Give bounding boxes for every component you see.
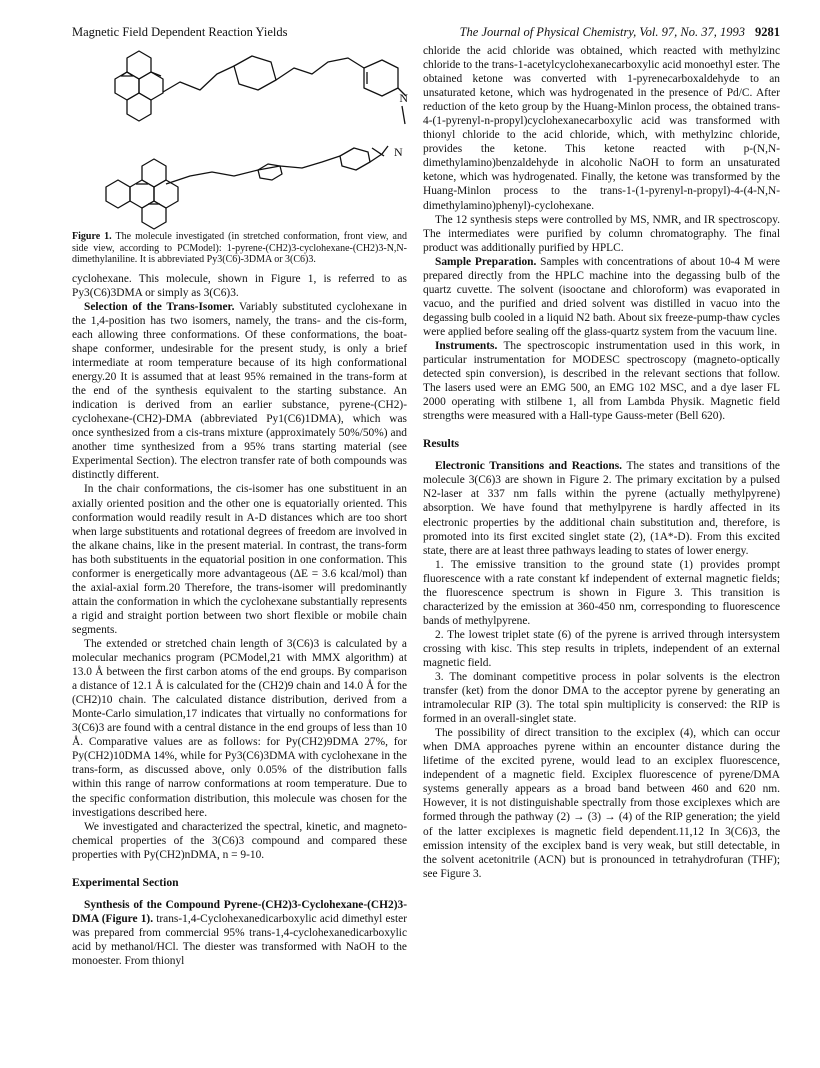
right-column bbox=[423, 44, 780, 881]
figure-1-caption bbox=[72, 231, 407, 266]
paragraph-text: Variably substituted cyclohexane in the 1,4-position has two isomers, namely, the trans- and the cis-form, each allowing three conformations. Of these conformations, the boat-shape conformer, undesirable for the present study, is only a brief intermediate at room temperature because of its high conformational energy.20 It is assumed that at least 95% remained in the trans-form at the end of the synthesis equivalent to the starting substance. An indication is derived from an earlier substance, pyrene-(CH2)-cyclohexane-(CH2)-DMA (abbreviated Py1(C6)1DMA), which was once synthesized from a cis-trans mixture (approximately 50%/50%) and another time synthesized from a 95% trans starting material (see Experimental Section). The electron transfer rate of both compounds was distinctly different. bbox=[72, 300, 407, 482]
running-header bbox=[72, 25, 780, 45]
paragraph: In the chair conformations, the cis-isomer has one substituent in an axially oriented position and the other one is equatorially oriented. This conformation would readily result in A-D distances which are too short when large substituents and rotational degrees of freedom are involved in the alkane chains, like in the present material. In contrast, the trans-form has both substituents in the equatorial position in one conformation. This conformer is energetically more advantageous (ΔE = 3.6 kcal/mol) than the axial-axial form.20 Therefore, the trans-isomer will predominantly attain the conformation in which the cyclohexane substantially represents a rigid and straight portion between two short flexible or mobile chain segments. bbox=[72, 483, 407, 636]
left-column bbox=[72, 44, 407, 968]
paragraph-text: The states and transitions of the molecule 3(C6)3 are shown in Figure 2. The primary excitation by a pulsed N2-laser at 337 nm falls within the pyrene (actually methylpyrene) absorption. We have found that methylpyrene is hardly affected in its electronic properties by the additional chain substitution and, therefore, is promoted into its first excited singlet state (2), (1A*-D). From this excited state, there are at least three pathways leading to states of lower energy. bbox=[423, 460, 780, 557]
pyrene-ring-bottom bbox=[106, 159, 178, 229]
run-in-heading: Instruments. bbox=[435, 339, 498, 352]
paragraph: 3. The dominant competitive process in polar solvents is the electron transfer (ket) from the donor DMA to the acceptor pyrene by generating an intramolecular RIP (3). The total spin multiplicity is conserved: the RIP is formed in an overall-singlet state. bbox=[423, 671, 780, 726]
paragraph: cyclohexane. This molecule, shown in Figure 1, is referred to as Py3(C6)3DMA or simply as 3(C6)3. bbox=[72, 272, 407, 299]
paragraph: chloride the acid chloride was obtained, which reacted with methylzinc chloride to the trans-1-acetylcyclohexanecarboxylic acid monoethyl ester. The obtained ketone was converted with 1-pyrenecarboxaldehyde to an unsaturated ketone, which was hydrogenated in the presence of Pd/C. After reduction of the keto group by the Huang-Minlon process, the obtained trans-4-(1-pyrenyl-n-propyl)cyclohexanecarboxylic acid was transformed with thionyl chloride to the acid chloride, which, with methylzinc chloride, provides the ketone. This ketone reacted with p-(N,N-dimethylamino)benzaldehyde in alcoholic NaOH to form an unsaturated ketone, which was hydrogenated. Finally, the ketone was transformed by the Huang-Minlon process to the trans-1-(1-pyrenyl-n-propyl)-4-(4-N,N-dimethylamino)phenyl)-cyclohexane. bbox=[423, 45, 780, 212]
nitrogen-label-top: N bbox=[399, 91, 408, 105]
run-in-heading: Sample Preparation. bbox=[435, 255, 537, 268]
paragraph: The 12 synthesis steps were controlled by MS, NMR, and IR spectroscopy. The intermediates were purified by column chromatography. The final product was additionally purified by HPLC. bbox=[423, 213, 780, 254]
paragraph bbox=[72, 898, 407, 968]
paragraph: 2. The lowest triplet state (6) of the pyrene is arrived through intersystem crossing with kisc. This step results in triplets, independent of an external magnetic field. bbox=[423, 628, 780, 669]
section-heading: Results bbox=[423, 437, 460, 451]
paragraph: 1. The emissive transition to the ground state (1) provides prompt fluorescence with a rate constant kf independent of external magnetic fields; the fluorescence spectrum is shown in Figure 3. This transition is characterized by the emission at 360-450 nm, corresponding to fluorescence bands of methylpyrene. bbox=[423, 558, 780, 627]
dimethylaniline-ring-top bbox=[364, 60, 398, 96]
paragraph bbox=[423, 255, 780, 339]
paragraph bbox=[423, 459, 780, 557]
journal-name: The Journal of Physical Chemistry, Vol. 97, No. 37, 1993 bbox=[459, 25, 745, 39]
alkyl-chain-bottom bbox=[166, 156, 340, 184]
running-title: Magnetic Field Dependent Reaction Yields bbox=[72, 25, 288, 39]
figure-1 bbox=[72, 44, 407, 228]
nitrogen-label-bottom: N bbox=[394, 145, 403, 159]
alkyl-chain-top-left bbox=[163, 66, 234, 92]
journal-citation bbox=[460, 25, 780, 40]
paragraph-text: Samples with concentrations of about 10-4 M were prepared directly from the HPLC machine into the degassing bulb of the quartz cuvette. The solvent (isooctane and chloroform) was evaporated in vacuo, and the purified and dried solvent was distilled in vacuo into the degassing bulb cooled in a liquid N2 bath. About six freeze-pump-thaw cycles were applied before sealing off the glass-quartz system from the vacuum line. bbox=[423, 255, 780, 338]
figure-1-label: Figure 1. bbox=[72, 231, 112, 242]
paragraph: We investigated and characterized the spectral, kinetic, and magneto-chemical properties of the 3(C6)3 compound and compared these properties with Py(CH2)nDMA, n = 9-10. bbox=[72, 820, 407, 861]
paragraph: The extended or stretched chain length of 3(C6)3 is calculated by a molecular mechanics program (PCModel,21 with MMX algorithm) at 13.0 Å between the first carbon atoms of the end groups. By comparison a distance of 12.1 Å is calculated for the (CH2)9 chain and 14.0 Å for the (CH2)10 chain. The calculated distance distribution, derived from a Monte-Carlo simulation,17 indicates that virtually no conformations for 3(C6)3 are found with a central distance in the end groups of less than 10 Å. Comparative values are as follows: for Py(CH2)9DMA 27%, for Py(CH2)10DMA 14%, while for Py3(C6)3DMA with cyclohexane in the trans-form, as discussed above, only 0.05% of the distribution falls within this range of narrow conformations at room temperature. Due to the specific conformation distribution, this molecule was chosen for the investigations described here. bbox=[72, 638, 407, 819]
paragraph: The possibility of direct transition to the exciplex (4), which can occur when DMA approaches pyrene within an encounter distance during the lifetime of the excited pyrene, would lead to an exciplex fluorescence, independent of a magnetic field. Exciplex fluorescence of pyrene/DMA systems generally appears as a broad band between 460 and 620 nm. However, it is not distinguishable spectrally from those exciplexes which are formed through the pathway (2) → (3) → (4) of the RIP generation; the yield of the latter exciplexes is magnetic field dependent.11,12 In 3(C6)3, the emission intensity of the exciplex band is very weak, but still detectable, in the solvent acetonitrile (ACN) but is pronounced in tetrahydrofuran (THF); see Figure 3. bbox=[423, 727, 780, 880]
section-heading: Experimental Section bbox=[72, 875, 179, 889]
run-in-heading: Synthesis of the Compound Pyrene-(CH2)3-Cyclohexane-(CH2)3-DMA (Figure 1). bbox=[72, 898, 407, 925]
paragraph bbox=[423, 339, 780, 423]
page-number: 9281 bbox=[755, 25, 780, 39]
run-in-heading: Selection of the Trans-Isomer. bbox=[84, 300, 235, 313]
cyclohexane-ring-top bbox=[234, 56, 276, 90]
alkyl-chain-top-right bbox=[276, 58, 364, 80]
dimethylaniline-ring-bottom bbox=[340, 148, 370, 170]
pyrene-ring-top bbox=[115, 51, 163, 121]
paragraph-text: The spectroscopic instrumentation used in this work, in particular instrumentation for MODESC spectroscopy (magneto-optically detected spin conversion), is described in the relevant sections that follow. The lasers used were an EMG 500, an EMG 102 MSC, and a dye laser FL 2000 operating with stilbene 1, all from Lambda Physik. Magnetic field strengths were measured with a Hall-type Gauss-meter (Bell 620). bbox=[423, 339, 780, 423]
run-in-heading: Electronic Transitions and Reactions. bbox=[435, 460, 623, 473]
paragraph-text: trans-1,4-Cyclohexanedicarboxylic acid dimethyl ester was prepared from commercial 95% trans-1,4-cyclohexanedicarboxylic acid by methanol/HCl. The diester was transformed with NaOH to the monoester. From thionyl bbox=[72, 912, 407, 967]
paragraph bbox=[72, 300, 407, 483]
molecule-structure-drawing bbox=[72, 44, 407, 228]
figure-1-caption-text: The molecule investigated (in stretched conformation, front view, and side view, according to PCModel): 1-pyrene-(CH2)3-cyclohexane-(CH2)3-N,N-dimethylaniline. It is abbreviated Py3(C6)-3DMA or 3(C6)3. bbox=[72, 231, 407, 266]
